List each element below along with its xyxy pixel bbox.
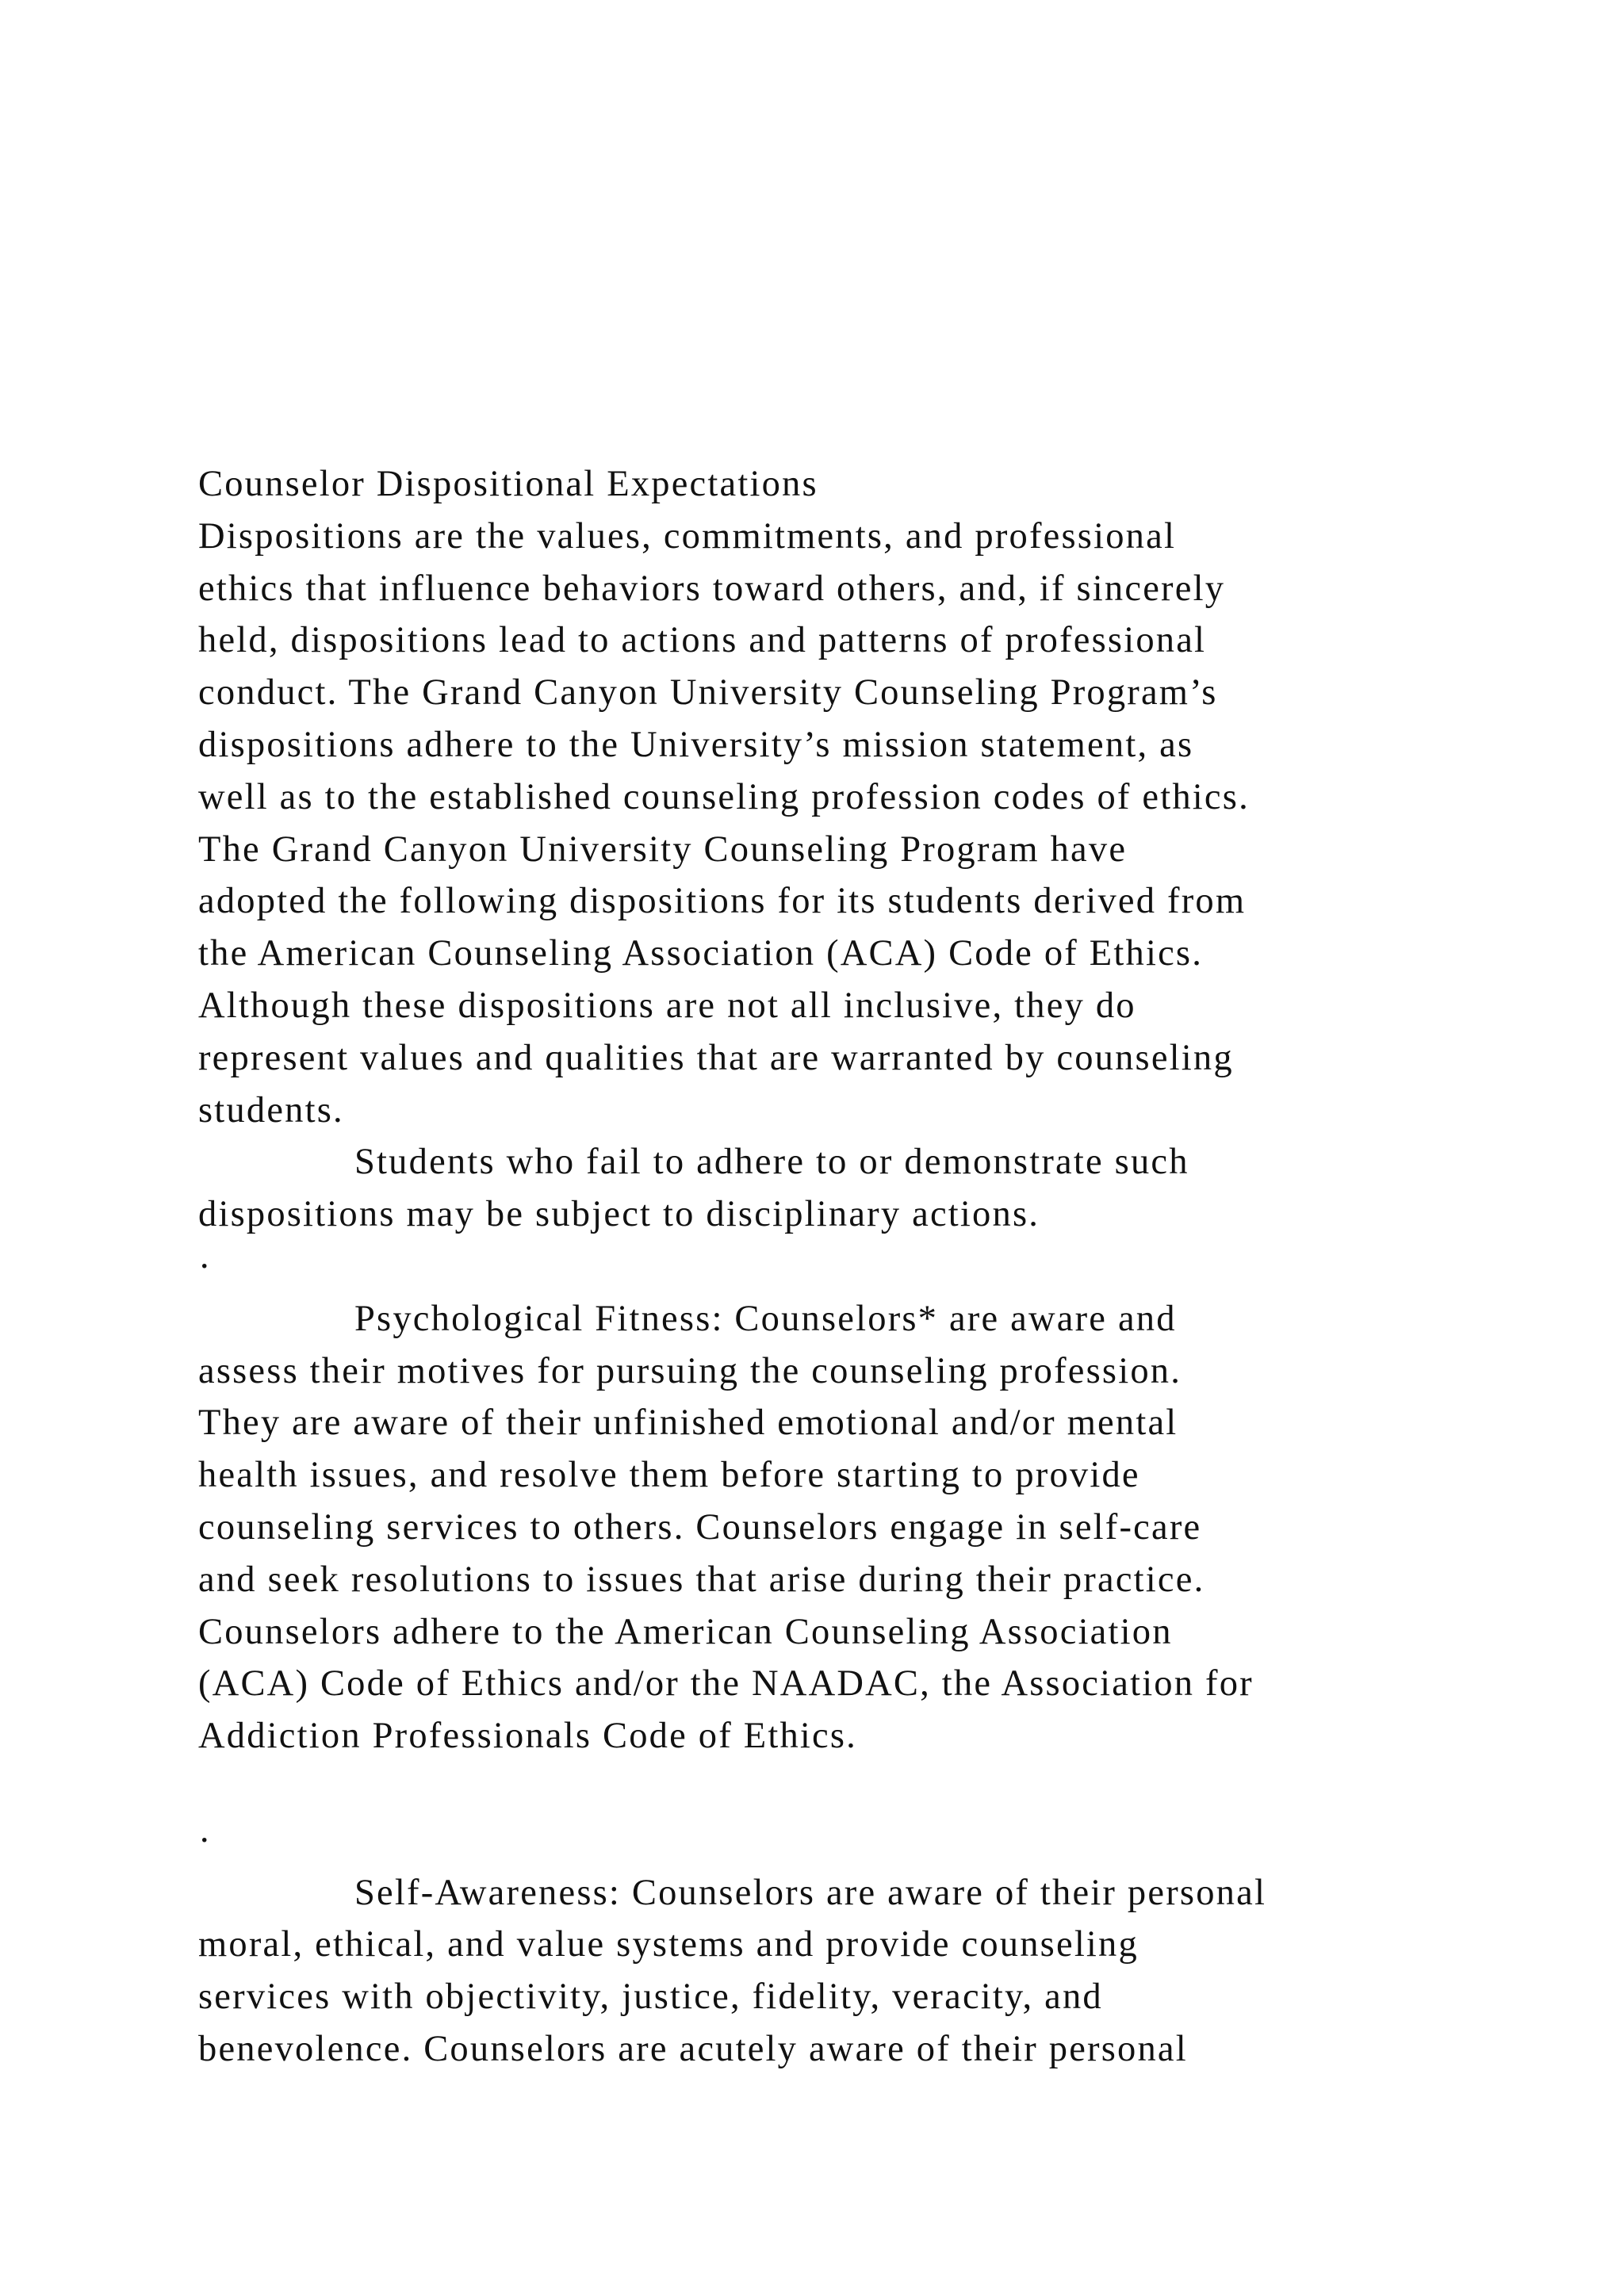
intro-line: ethics that influence behaviors toward others, and, if sincerely xyxy=(198,568,1226,609)
psychological-fitness-line: counseling services to others. Counselors engage in self-care xyxy=(198,1506,1202,1548)
intro-line: Although these dispositions are not all inclusive, they do xyxy=(198,985,1136,1026)
notice-line: Students who fail to adhere to or demonstrate such xyxy=(354,1142,1189,1183)
document-title: Counselor Dispositional Expectations xyxy=(198,464,818,504)
psychological-fitness-line: (ACA) Code of Ethics and/or the NAADAC, the Association for xyxy=(198,1663,1254,1705)
intro-line: the American Counseling Association (ACA) Code of Ethics. xyxy=(198,933,1204,974)
psychological-fitness-line: assess their motives for pursuing the counseling profession. xyxy=(198,1350,1182,1391)
bullet-marker: · xyxy=(198,1820,213,1861)
intro-line: The Grand Canyon University Counseling Program have xyxy=(198,828,1128,870)
psychological-fitness-line: Psychological Fitness: Counselors* are aware and xyxy=(354,1298,1177,1339)
intro-line: Dispositions are the values, commitments, and professional xyxy=(198,515,1177,557)
notice-line: dispositions may be subject to disciplinary actions. xyxy=(198,1194,1040,1235)
self-awareness-line: services with objectivity, justice, fidelity, veracity, and xyxy=(198,1976,1103,2018)
intro-line: well as to the established counseling profession codes of ethics. xyxy=(198,776,1250,817)
intro-line: held, dispositions lead to actions and patterns of professional xyxy=(198,620,1207,661)
intro-line: adopted the following dispositions for its students derived from xyxy=(198,881,1247,922)
intro-line: represent values and qualities that are warranted by counseling xyxy=(198,1037,1234,1078)
document-body xyxy=(198,458,1562,2076)
self-awareness-line: benevolence. Counselors are acutely aware of their personal xyxy=(198,2028,1188,2069)
intro-line: conduct. The Grand Canyon University Counseling Program’s xyxy=(198,672,1218,714)
blank-line xyxy=(198,1762,1562,1815)
psychological-fitness-line: and seek resolutions to issues that arise during their practice. xyxy=(198,1559,1205,1600)
intro-line: students. xyxy=(198,1089,344,1131)
psychological-fitness-line: Counselors adhere to the American Counseling Association xyxy=(198,1611,1173,1652)
self-awareness-line: moral, ethical, and value systems and provide counseling xyxy=(198,1924,1139,1965)
self-awareness-line: Self-Awareness: Counselors are aware of their personal xyxy=(354,1872,1267,1913)
intro-line: dispositions adhere to the University’s mission statement, as xyxy=(198,724,1194,765)
bullet-marker: · xyxy=(198,1246,213,1287)
psychological-fitness-line: Addiction Professionals Code of Ethics. xyxy=(198,1716,858,1757)
psychological-fitness-line: health issues, and resolve them before starting to provide xyxy=(198,1455,1140,1496)
psychological-fitness-line: They are aware of their unfinished emotional and/or mental xyxy=(198,1402,1178,1444)
